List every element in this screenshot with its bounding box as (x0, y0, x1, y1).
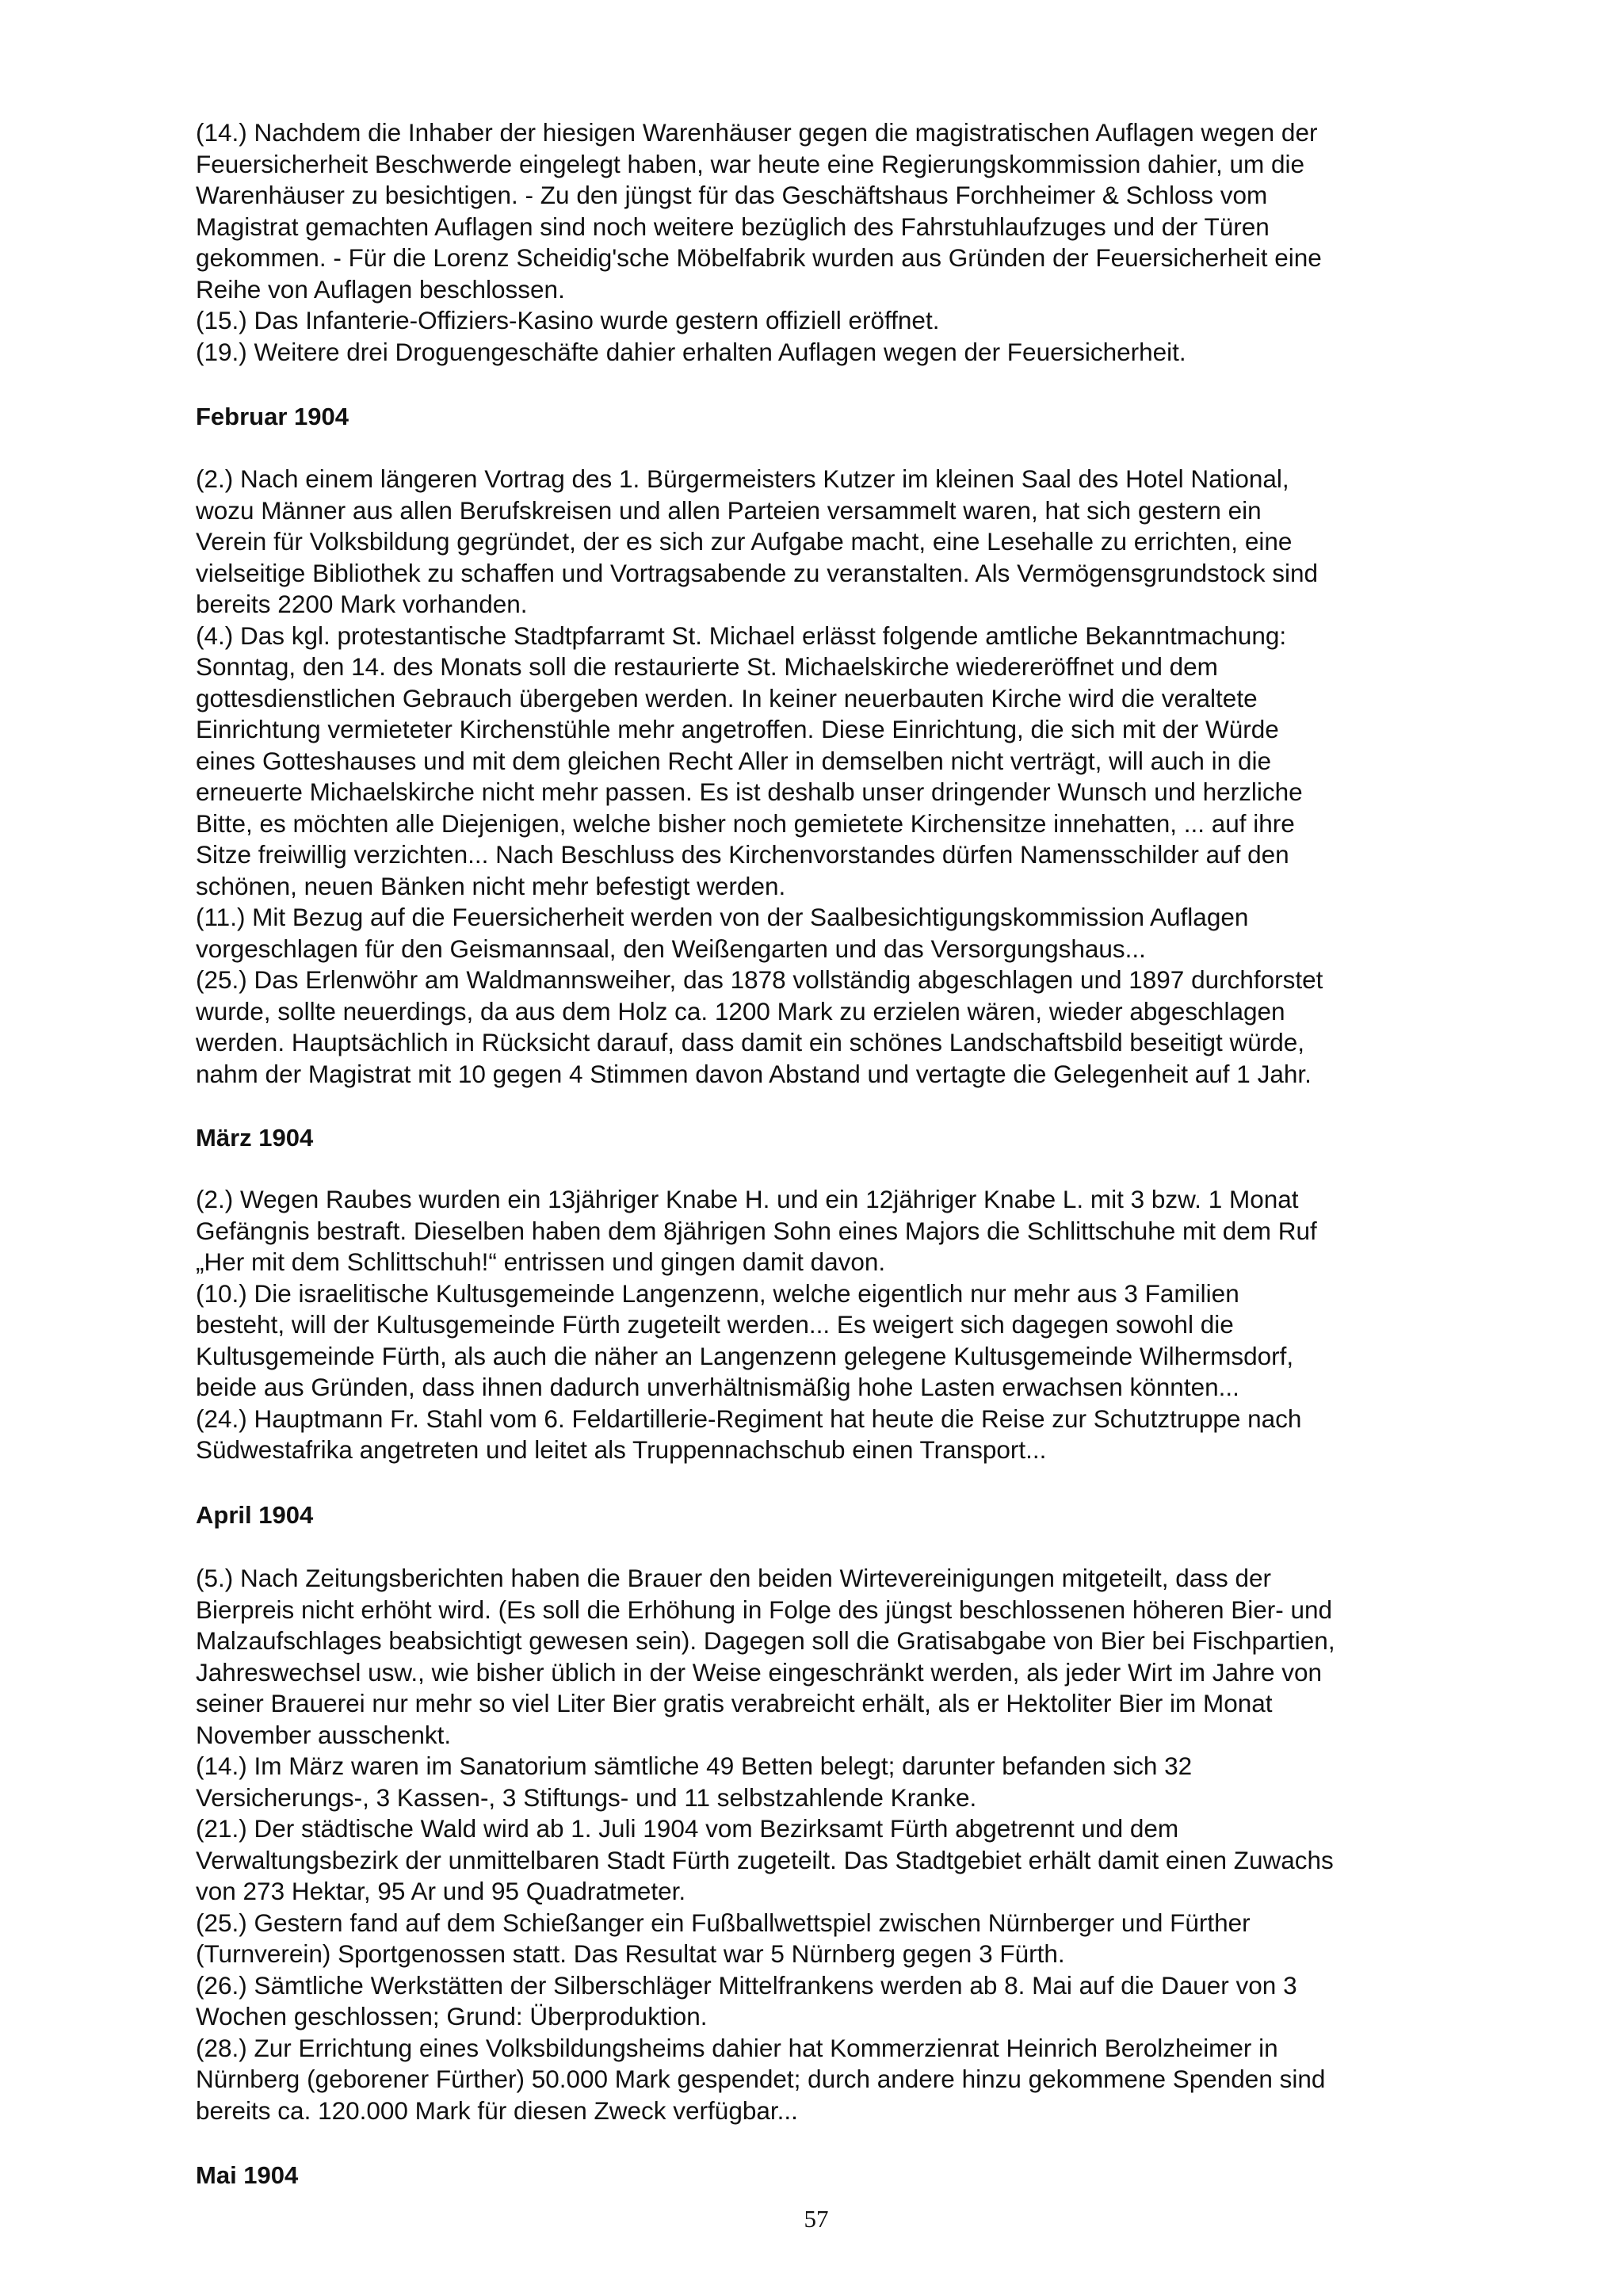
entry-line: seiner Brauerei nur mehr so viel Liter Bier gratis verabreicht erhält, als er Hektoliter Bier im Monat (196, 1689, 1273, 1717)
entry (196, 1751, 1543, 1813)
section-heading-april: April 1904 (196, 1501, 314, 1529)
entry-line: gottesdienstlichen Gebrauch übergeben werden. In keiner neuerbauten Kirche wird die veraltete (196, 683, 1258, 712)
entry-line: (28.) Zur Errichtung eines Volksbildungsheims dahier hat Kommerzienrat Heinrich Berolzheimer in (196, 2033, 1278, 2062)
entry-line: (25.) Das Erlenwöhr am Waldmannsweiher, das 1878 vollständig abgeschlagen und 1897 durchforstet (196, 965, 1323, 994)
entry-line: (11.) Mit Bezug auf die Feuersicherheit werden von der Saalbesichtigungskommission Auflagen (196, 903, 1249, 931)
entry-line: Wochen geschlossen; Grund: Überproduktion. (196, 2002, 708, 2030)
entry (196, 305, 1543, 337)
entry-line: (26.) Sämtliche Werkstätten der Silberschläger Mittelfrankens werden ab 8. Mai auf die Dauer von 3 (196, 1970, 1297, 2000)
entry-line: Malzaufschlages beabsichtigt gewesen sein). Dagegen soll die Gratisabgabe von Bier bei Fischpartien, (196, 1626, 1335, 1655)
entry-line: gekommen. - Für die Lorenz Scheidig'sche Möbelfabrik wurden aus Gründen der Feuersicherheit eine (196, 243, 1322, 272)
entry-line: erneuerte Michaelskirche nicht mehr passen. Es ist deshalb unser dringender Wunsch und herzliche (196, 777, 1303, 806)
entry (196, 1563, 1543, 1751)
entry-line: Warenhäuser zu besichtigen. - Zu den jüngst für das Geschäftshaus Forchheimer & Schloss vom (196, 181, 1268, 209)
section-heading-maerz: März 1904 (196, 1124, 314, 1152)
entry-line: (15.) Das Infanterie-Offiziers-Kasino wurde gestern offiziell eröffnet. (196, 306, 940, 334)
entry-line: (24.) Hauptmann Fr. Stahl vom 6. Feldartillerie-Regiment hat heute die Reise zur Schutztruppe nach (196, 1404, 1302, 1433)
entry-line: Reihe von Auflagen beschlossen. (196, 274, 565, 304)
entry-line: (4.) Das kgl. protestantische Stadtpfarramt St. Michael erlässt folgende amtliche Bekanntmachung: (196, 621, 1287, 650)
entry-line: Feuersicherheit Beschwerde eingelegt haben, war heute eine Regierungskommission dahier, um die (196, 149, 1305, 178)
section-january-continued (196, 117, 1543, 368)
entry-line: vielseitige Bibliothek zu schaffen und Vortragsabende zu veranstalten. Als Vermögensgrundstock sind (196, 558, 1319, 587)
entry-line: bereits 2200 Mark vorhanden. (196, 590, 528, 618)
entry-line: Jahreswechsel usw., wie bisher üblich in der Weise eingeschränkt werden, als jeder Wirt im Jahre von (196, 1657, 1323, 1687)
entry-line: (25.) Gestern fand auf dem Schießanger ein Fußballwettspiel zwischen Nürnberger und Fürther (196, 1908, 1251, 1937)
entry-line: Bierpreis nicht erhöht wird. (Es soll die Erhöhung in Folge des jüngst beschlossenen höheren Bier- und (196, 1595, 1333, 1624)
entry (196, 1278, 1543, 1404)
entry (196, 621, 1543, 903)
entry (196, 1970, 1543, 2033)
page-number: 57 (804, 2205, 829, 2233)
entry-line: „Her mit dem Schlittschuh!“ entrissen und gingen damit davon. (196, 1247, 886, 1276)
entry-line: Einrichtung vermieteter Kirchenstühle mehr angetroffen. Diese Einrichtung, die sich mit der Würde (196, 715, 1279, 743)
section-februar (196, 464, 1543, 1090)
entry (196, 117, 1543, 305)
entry-line: Sonntag, den 14. des Monats soll die restaurierte St. Michaelskirche wiedereröffnet und dem (196, 652, 1218, 681)
entry-line: (14.) Nachdem die Inhaber der hiesigen Warenhäuser gegen die magistratischen Auflagen wegen der (196, 118, 1318, 147)
entry (196, 1184, 1543, 1278)
entry-line: Bitte, es möchten alle Diejenigen, welche bisher noch gemietete Kirchensitze innehatten, ... auf ihre (196, 808, 1295, 838)
entry-line: (19.) Weitere drei Droguengeschäfte dahier erhalten Auflagen wegen der Feuersicherheit. (196, 337, 1186, 366)
entry-line: Südwestafrika angetreten und leitet als Truppennachschub einen Transport... (196, 1435, 1047, 1464)
entry-line: Versicherungs-, 3 Kassen-, 3 Stiftungs- und 11 selbstzahlende Kranke. (196, 1782, 977, 1812)
entry-line: (14.) Im März waren im Sanatorium sämtliche 49 Betten belegt; darunter befanden sich 32 (196, 1752, 1193, 1780)
entry (196, 1404, 1543, 1466)
entry-line: wozu Männer aus allen Berufskreisen und allen Parteien versammelt waren, hat sich gestern ein (196, 495, 1262, 525)
entry-line: (21.) Der städtische Wald wird ab 1. Juli 1904 vom Bezirksamt Fürth abgetrennt und dem (196, 1814, 1179, 1843)
entry-line: (Turnverein) Sportgenossen statt. Das Resultat war 5 Nürnberg gegen 3 Fürth. (196, 1939, 1065, 1968)
entry-line: Verein für Volksbildung gegründet, der es sich zur Aufgabe macht, eine Lesehalle zu errichten, eine (196, 527, 1293, 556)
entry-line: (10.) Die israelitische Kultusgemeinde Langenzenn, welche eigentlich nur mehr aus 3 Familien (196, 1278, 1239, 1308)
entry-line: Nürnberg (geborener Fürther) 50.000 Mark gespendet; durch andere hinzu gekommene Spenden sind (196, 2065, 1326, 2093)
entry-line: Kultusgemeinde Fürth, als auch die näher an Langenzenn gelegene Kultusgemeinde Wilhermsdorf, (196, 1341, 1294, 1370)
entry-line: November ausschenkt. (196, 1720, 452, 1749)
entry-line: Sitze freiwillig verzichten... Nach Beschluss des Kirchenvorstandes dürfen Namensschilder auf den (196, 840, 1289, 869)
entry (196, 1908, 1543, 1970)
entry-line: wurde, sollte neuerdings, da aus dem Holz ca. 1200 Mark zu erzielen wären, wieder abgeschlagen (196, 996, 1285, 1026)
entry-line: (2.) Nach einem längeren Vortrag des 1. Bürgermeisters Kutzer im kleinen Saal des Hotel National, (196, 464, 1289, 493)
entry-line: eines Gotteshauses und mit dem gleichen Recht Aller in demselben nicht verträgt, will auch in die (196, 746, 1271, 775)
entry-line: Magistrat gemachten Auflagen sind noch weitere bezüglich des Fahrstuhlaufzuges und der Türen (196, 212, 1270, 241)
entry (196, 965, 1543, 1090)
entry-line: werden. Hauptsächlich in Rücksicht darauf, dass damit ein schönes Landschaftsbild beseitigt würde, (196, 1028, 1305, 1056)
entry (196, 337, 1543, 369)
entry-line: schönen, neuen Bänken nicht mehr befestigt werden. (196, 871, 786, 900)
section-april (196, 1563, 1543, 2126)
entry (196, 2033, 1543, 2127)
entry-line: von 273 Hektar, 95 Ar und 95 Quadratmeter. (196, 1877, 686, 1905)
entry-line: vorgeschlagen für den Geismannsaal, den Weißengarten und das Versorgungshaus... (196, 934, 1146, 963)
entry (196, 464, 1543, 621)
entry (196, 902, 1543, 965)
entry-line: beide aus Gründen, dass ihnen dadurch unverhältnismäßig hohe Lasten erwachsen könnten... (196, 1373, 1239, 1401)
entry (196, 1813, 1543, 1908)
section-heading-mai: Mai 1904 (196, 2161, 299, 2189)
entry-line: nahm der Magistrat mit 10 gegen 4 Stimmen davon Abstand und vertagte die Gelegenheit auf 1 Jahr. (196, 1059, 1312, 1088)
section-maerz (196, 1184, 1543, 1466)
entry-line: (2.) Wegen Raubes wurden ein 13jähriger Knabe H. und ein 12jähriger Knabe L. mit 3 bzw. 1 Monat (196, 1185, 1299, 1213)
entry-line: (5.) Nach Zeitungsberichten haben die Brauer den beiden Wirtevereinigungen mitgeteilt, dass der (196, 1564, 1272, 1592)
entry-line: besteht, will der Kultusgemeinde Fürth zugeteilt werden... Es weigert sich dagegen sowohl die (196, 1310, 1234, 1339)
entry-line: Gefängnis bestraft. Dieselben haben dem 8jährigen Sohn eines Majors die Schlittschuhe mit dem Ruf (196, 1216, 1317, 1245)
entry-line: bereits ca. 120.000 Mark für diesen Zweck verfügbar... (196, 2095, 798, 2125)
entry-line: Verwaltungsbezirk der unmittelbaren Stadt Fürth zugeteilt. Das Stadtgebiet erhält damit einen Zuwachs (196, 1845, 1334, 1874)
section-heading-februar: Februar 1904 (196, 403, 349, 430)
